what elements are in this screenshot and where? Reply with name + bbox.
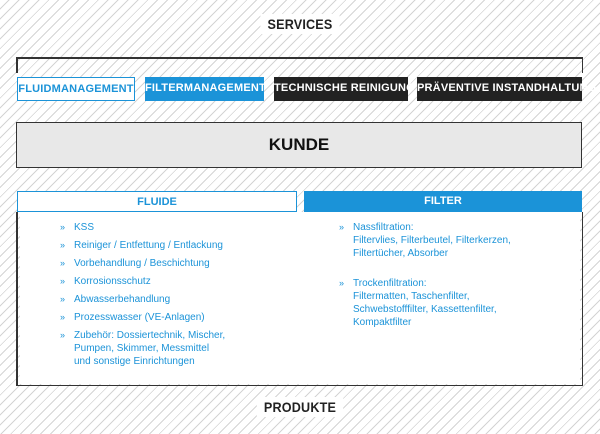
list-item: » Abwasserbehandlung (60, 294, 171, 305)
kunde-box: KUNDE (16, 122, 582, 168)
frame-top-left-tick (16, 57, 18, 73)
produkte-heading: PRODUKTE (30, 399, 570, 415)
list-item: » Prozesswasser (VE-Anlagen) (60, 312, 205, 323)
list-item: » Trockenfiltration: Filtermatten, Taschenfilter, Schwebstofffilter, Kassettenfilter, Kompaktfilter (339, 278, 497, 328)
frame-top-line (16, 57, 583, 59)
frame-bottom-line (16, 385, 583, 387)
list-item: » Nassfiltration: Filtervlies, Filterbeutel, Filterkerzen, Filtertücher, Absorber (339, 222, 511, 259)
list-item: » Vorbehandlung / Beschichtung (60, 258, 210, 269)
service-filtermanagement: FILTERMANAGEMENT (145, 77, 264, 101)
frame-top-right-tick (582, 57, 584, 73)
service-technische-reinigung: TECHNISCHE REINIGUNG (274, 77, 408, 101)
services-heading: SERVICES (30, 16, 570, 32)
list-item: » Zubehör: Dossiertechnik, Mischer, Pumpen, Skimmer, Messmittel und sonstige Einrichtungen (60, 330, 226, 367)
list-item: » Korrosionsschutz (60, 276, 151, 287)
filter-header: FILTER (304, 191, 582, 212)
service-praeventive-instandhaltung: PRÄVENTIVE INSTANDHALTUNG (417, 77, 582, 101)
list-item: » Reiniger / Entfettung / Entlackung (60, 240, 223, 251)
fluide-header: FLUIDE (17, 191, 297, 212)
service-fluidmanagement: FLUIDMANAGEMENT (17, 77, 135, 101)
frame-left-line (16, 212, 18, 386)
fluide-list (60, 221, 296, 373)
filter-list (339, 221, 575, 334)
list-item: » KSS (60, 222, 95, 233)
frame-right-line (582, 212, 584, 386)
